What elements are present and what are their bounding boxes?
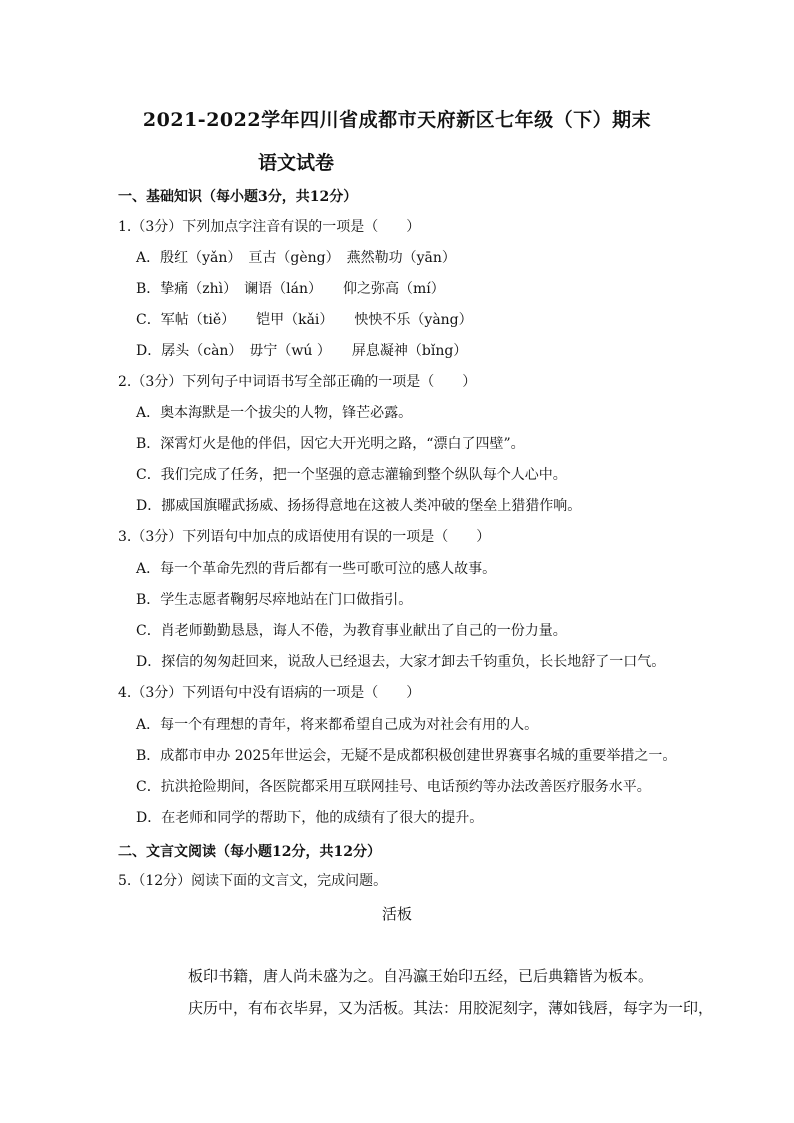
question-5-stem: 5.（12分）阅读下面的文言文，完成问题。: [118, 873, 388, 889]
question-3-option-b: B．学生志愿者鞠躬尽瘁地站在门口做指引。: [136, 592, 413, 608]
question-4-option-d: D．在老师和同学的帮助下，他的成绩有了很大的提升。: [136, 810, 484, 826]
question-3-option-a: A．每一个革命先烈的背后都有一些可歌可泣的感人故事。: [136, 561, 497, 577]
question-4-stem: 4.（3分）下列语句中没有语病的一项是（ ）: [118, 685, 421, 701]
question-1-option-c: C．军帖（tiě） 铠甲（kǎi） 怏怏不乐（yàng）: [136, 312, 473, 328]
question-3-option-c: C．肖老师勤勤恳恳，诲人不倦，为教育事业献出了自己的一份力量。: [136, 623, 567, 639]
question-4-option-a: A．每一个有理想的青年，将来都希望自己成为对社会有用的人。: [136, 717, 539, 733]
question-2-option-d: D．挪威国旗曜武扬威、扬扬得意地在这被人类冲破的堡垒上猎猎作响。: [136, 498, 582, 514]
question-1-option-a: A．殷红（yǎn） 亘古（gèng） 燕然勒功（yān）: [136, 250, 456, 266]
section-heading-basics: 一、基础知识（每小题3分，共12分）: [118, 189, 358, 205]
question-2-option-a: A．奥本海默是一个拔尖的人物，锋芒必露。: [136, 405, 413, 421]
question-2-stem: 2.（3分）下列句子中词语书写全部正确的一项是（ ）: [118, 374, 477, 390]
question-1-option-b: B．挚痛（zhì） 谰语（lán） 仰之弥高（mí）: [136, 281, 445, 297]
exam-subtitle: 语文试卷: [258, 152, 335, 174]
question-3-stem: 3.（3分）下列语句中加点的成语使用有误的一项是（ ）: [118, 529, 491, 545]
question-4-option-c: C．抗洪抢险期间，各医院都采用互联网挂号、电话预约等办法改善医疗服务水平。: [136, 779, 651, 795]
question-3-option-d: D．探信的匆匆赶回来，说敌人已经退去，大家才卸去千钧重负，长长地舒了一口气。: [136, 654, 666, 670]
section-heading-classical: 二、文言文阅读（每小题12分，共12分）: [118, 844, 381, 860]
question-4-option-b: B．成都市申办 2025年世运会，无疑不是成都积极创建世界赛事名城的重要举措之一。: [136, 748, 677, 764]
passage-paragraph: 板印书籍，唐人尚未盛为之。自冯瀛王始印五经，已后典籍皆为板本。: [188, 967, 654, 985]
question-2-option-c: C．我们完成了任务，把一个坚强的意志灌输到整个纵队每个人心中。: [136, 467, 567, 483]
passage-title: 活板: [381, 905, 412, 923]
question-1-option-d: D．孱头（càn） 毋宁（wú ） 屏息凝神（bǐng）: [136, 343, 468, 359]
question-1-stem: 1.（3分）下列加点字注音有误的一项是（ ）: [118, 219, 421, 235]
question-2-option-b: B．深霄灯火是他的伴侣，因它大开光明之路，“漂白了四壁”。: [136, 436, 525, 452]
passage-paragraph: 庆历中，有布衣毕昇，又为活板。其法：用胶泥刻字，薄如钱唇，每字为一印，: [188, 999, 714, 1017]
exam-title: 2021-2022学年四川省成都市天府新区七年级（下）期末: [142, 109, 652, 131]
